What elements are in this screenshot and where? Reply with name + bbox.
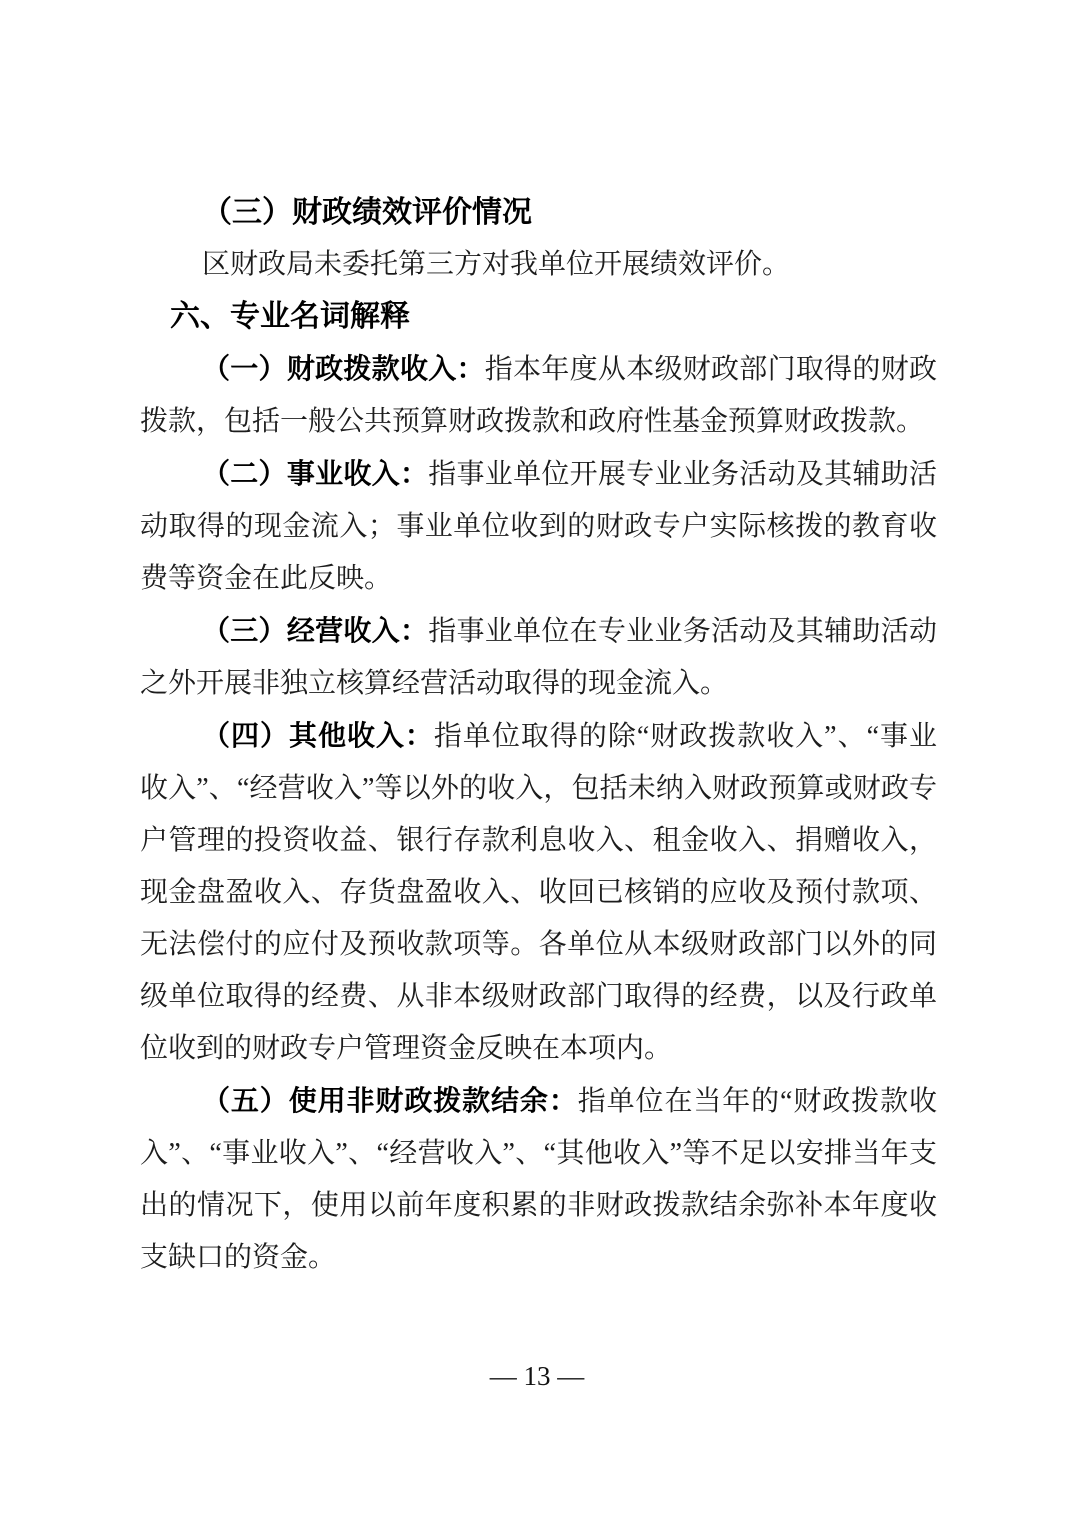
performance-evaluation-text: 区财政局未委托第三方对我单位开展绩效评价。 bbox=[202, 249, 791, 280]
term-definition-business-income bbox=[140, 605, 937, 710]
term-text: 指本年度从本级财政部门取得的财政拨款，包括一般公共预算财政拨款和政府性基金预算财政拨款。 bbox=[140, 354, 937, 437]
term-text: 指单位在当年的“财政拨款收入”、“事业收入”、“经营收入”、“其他收入”等不足以安排当年支出的情况下，使用以前年度积累的非财政拨款结余弥补本年度收支缺口的资金。 bbox=[140, 1086, 937, 1273]
term-text: 指事业单位开展专业业务活动及其辅助活动取得的现金流入；事业单位收到的财政专户实际核拨的教育收费等资金在此反映。 bbox=[140, 459, 937, 594]
term-name: （五）使用非财政拨款结余： bbox=[202, 1085, 578, 1116]
term-name: （一）财政拨款收入： bbox=[202, 353, 485, 384]
term-name: （三）经营收入： bbox=[202, 615, 429, 646]
subsection-heading-performance-evaluation: （三）财政绩效评价情况 bbox=[202, 196, 532, 229]
term-definition-fiscal-appropriation-income bbox=[140, 343, 937, 448]
term-definition-operating-income-public bbox=[140, 448, 937, 605]
term-text: 指单位取得的除“财政拨款收入”、“事业收入”、“经营收入”等以外的收入，包括未纳入财政预算或财政专户管理的投资收益、银行存款利息收入、租金收入、捐赠收入，现金盘盈收入、存货盘盈收入、收回已核销的应收及预付款项、无法偿付的应付及预收款项等。各单位从本级财政部门以外的同级单位取得的经费、从非本级财政部门取得的经费，以及行政单位收到的财政专户管理资金反映在本项内。 bbox=[140, 721, 937, 1064]
term-text: 指事业单位在专业业务活动及其辅助活动之外开展非独立核算经营活动取得的现金流入。 bbox=[140, 616, 937, 699]
term-definition-non-fiscal-surplus bbox=[140, 1075, 937, 1284]
term-name: （二）事业收入： bbox=[202, 458, 429, 489]
term-definition-other-income bbox=[140, 710, 937, 1075]
page-footer bbox=[0, 1356, 1074, 1396]
page-number: — 13 — bbox=[489, 1361, 585, 1391]
section-heading-terms: 六、专业名词解释 bbox=[170, 300, 410, 333]
page-content bbox=[140, 187, 937, 1284]
term-name: （四）其他收入： bbox=[202, 720, 434, 751]
